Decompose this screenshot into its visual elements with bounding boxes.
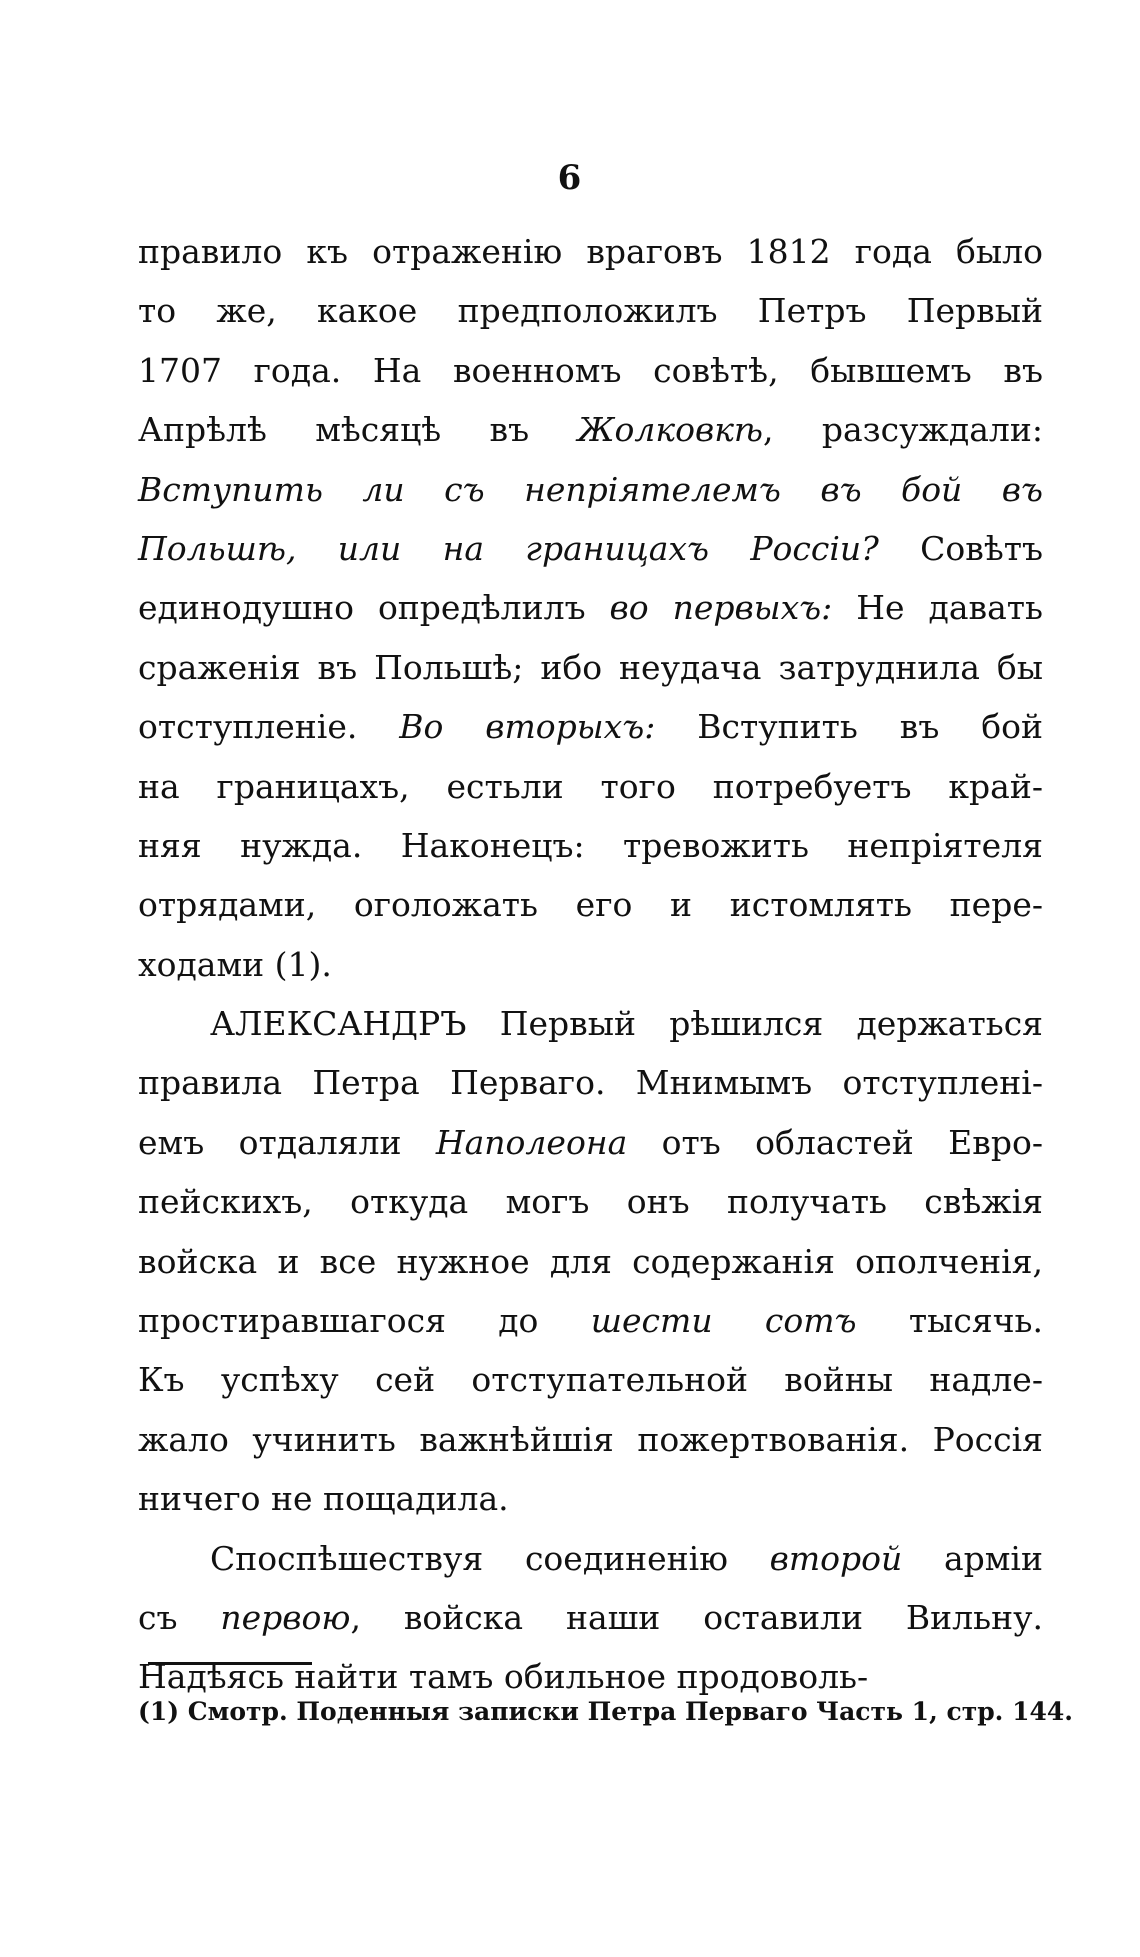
italic-text: Польшѣ, или на границахъ Россіи? [138,528,879,568]
text-run: жало учинить важнѣйшія пожертвованія. Россія [138,1419,1043,1459]
text-line [138,281,1043,340]
text-line [138,1588,1043,1647]
text-run: отрядами, оголожать его и истомлять пере- [138,885,1043,925]
text-line [138,1291,1043,1350]
text-line [138,578,1043,637]
text-run: ничего не пощадила. [138,1479,509,1519]
paragraph [138,1529,1043,1707]
text-run: тысячь. [856,1301,1043,1341]
italic-text: во первыхъ: [609,588,833,628]
text-run: съ [138,1597,221,1637]
text-run: отступленіе. [138,707,400,747]
text-run: арміи [902,1538,1043,1578]
text-line [138,638,1043,697]
text-run: Споспѣшествуя соединенію [210,1538,770,1578]
text-run: няя нужда. Наконецъ: тревожить непріятеля [138,825,1043,865]
text-run: правила Петра Перваго. Мнимымъ отступлені- [138,1063,1043,1103]
text-line [138,460,1043,519]
text-run: ходами (1). [138,944,332,984]
text-run: сраженія въ Польшѣ; ибо неудача затруднила бы [138,647,1043,687]
text-line [138,1053,1043,1112]
text-run: Вступить въ бой [655,707,1044,747]
text-run: Надѣясь найти тамъ обильное продоволь- [138,1657,869,1697]
text-line [138,994,1043,1053]
text-line [138,1172,1043,1231]
text-line [138,400,1043,459]
text-line [138,875,1043,934]
italic-text: первою [220,1597,351,1637]
text-run: отъ областей Евро- [627,1122,1043,1162]
text-run: 1707 года. На военномъ совѣтѣ, бывшемъ въ [138,350,1043,390]
italic-text: Наполеона [435,1122,628,1162]
italic-text: Вступить ли съ непріятелемъ въ бой въ [138,469,1043,509]
text-line [138,1529,1043,1588]
text-line [138,1113,1043,1172]
text-run: Не давать [832,588,1043,628]
text-line [138,519,1043,578]
paragraph [138,222,1043,994]
text-run: на границахъ, естьли того потребуетъ край- [138,766,1043,806]
footnote: (1) Смотр. Поденныя записки Петра Перваго Часть 1, стр. 144. [138,1697,1073,1726]
text-line [138,341,1043,400]
text-run: , войска наши оставили Вильну. [350,1597,1044,1637]
text-run: войска и все нужное для содержанія ополченія, [138,1241,1043,1281]
text-run: емъ отдаляли [138,1122,436,1162]
text-run: Апрѣлѣ мѣсяцѣ въ [138,410,578,450]
text-run: , разсуждали: [763,410,1043,450]
text-run: Совѣтъ [878,528,1044,568]
text-line [138,757,1043,816]
main-text [138,222,1043,1707]
text-line [138,1410,1043,1469]
text-line [138,1350,1043,1409]
text-line [138,697,1043,756]
text-line [138,816,1043,875]
text-line [138,935,1043,994]
text-run: Къ успѣху сей отступательной войны надле- [138,1360,1043,1400]
text-run: пейскихъ, откуда могъ онъ получать свѣжія [138,1182,1043,1222]
text-run: АЛЕКСАНДРЪ Первый рѣшился держаться [210,1004,1043,1044]
text-run: единодушно опредѣлилъ [138,588,610,628]
text-line [138,1232,1043,1291]
footnote-divider [148,1662,312,1665]
text-run: то же, какое предположилъ Петръ Первый [138,291,1043,331]
text-line [138,1469,1043,1528]
italic-text: Жолковкѣ [577,410,764,450]
text-run: правило къ отраженію враговъ 1812 года было [138,232,1043,271]
text-run: простиравшагося до [138,1301,591,1341]
paragraph [138,994,1043,1529]
italic-text: шести сотъ [590,1301,857,1341]
text-line [138,222,1043,281]
page-number: 6 [557,158,583,198]
italic-text: второй [769,1538,903,1578]
italic-text: Во вторыхъ: [399,707,656,747]
